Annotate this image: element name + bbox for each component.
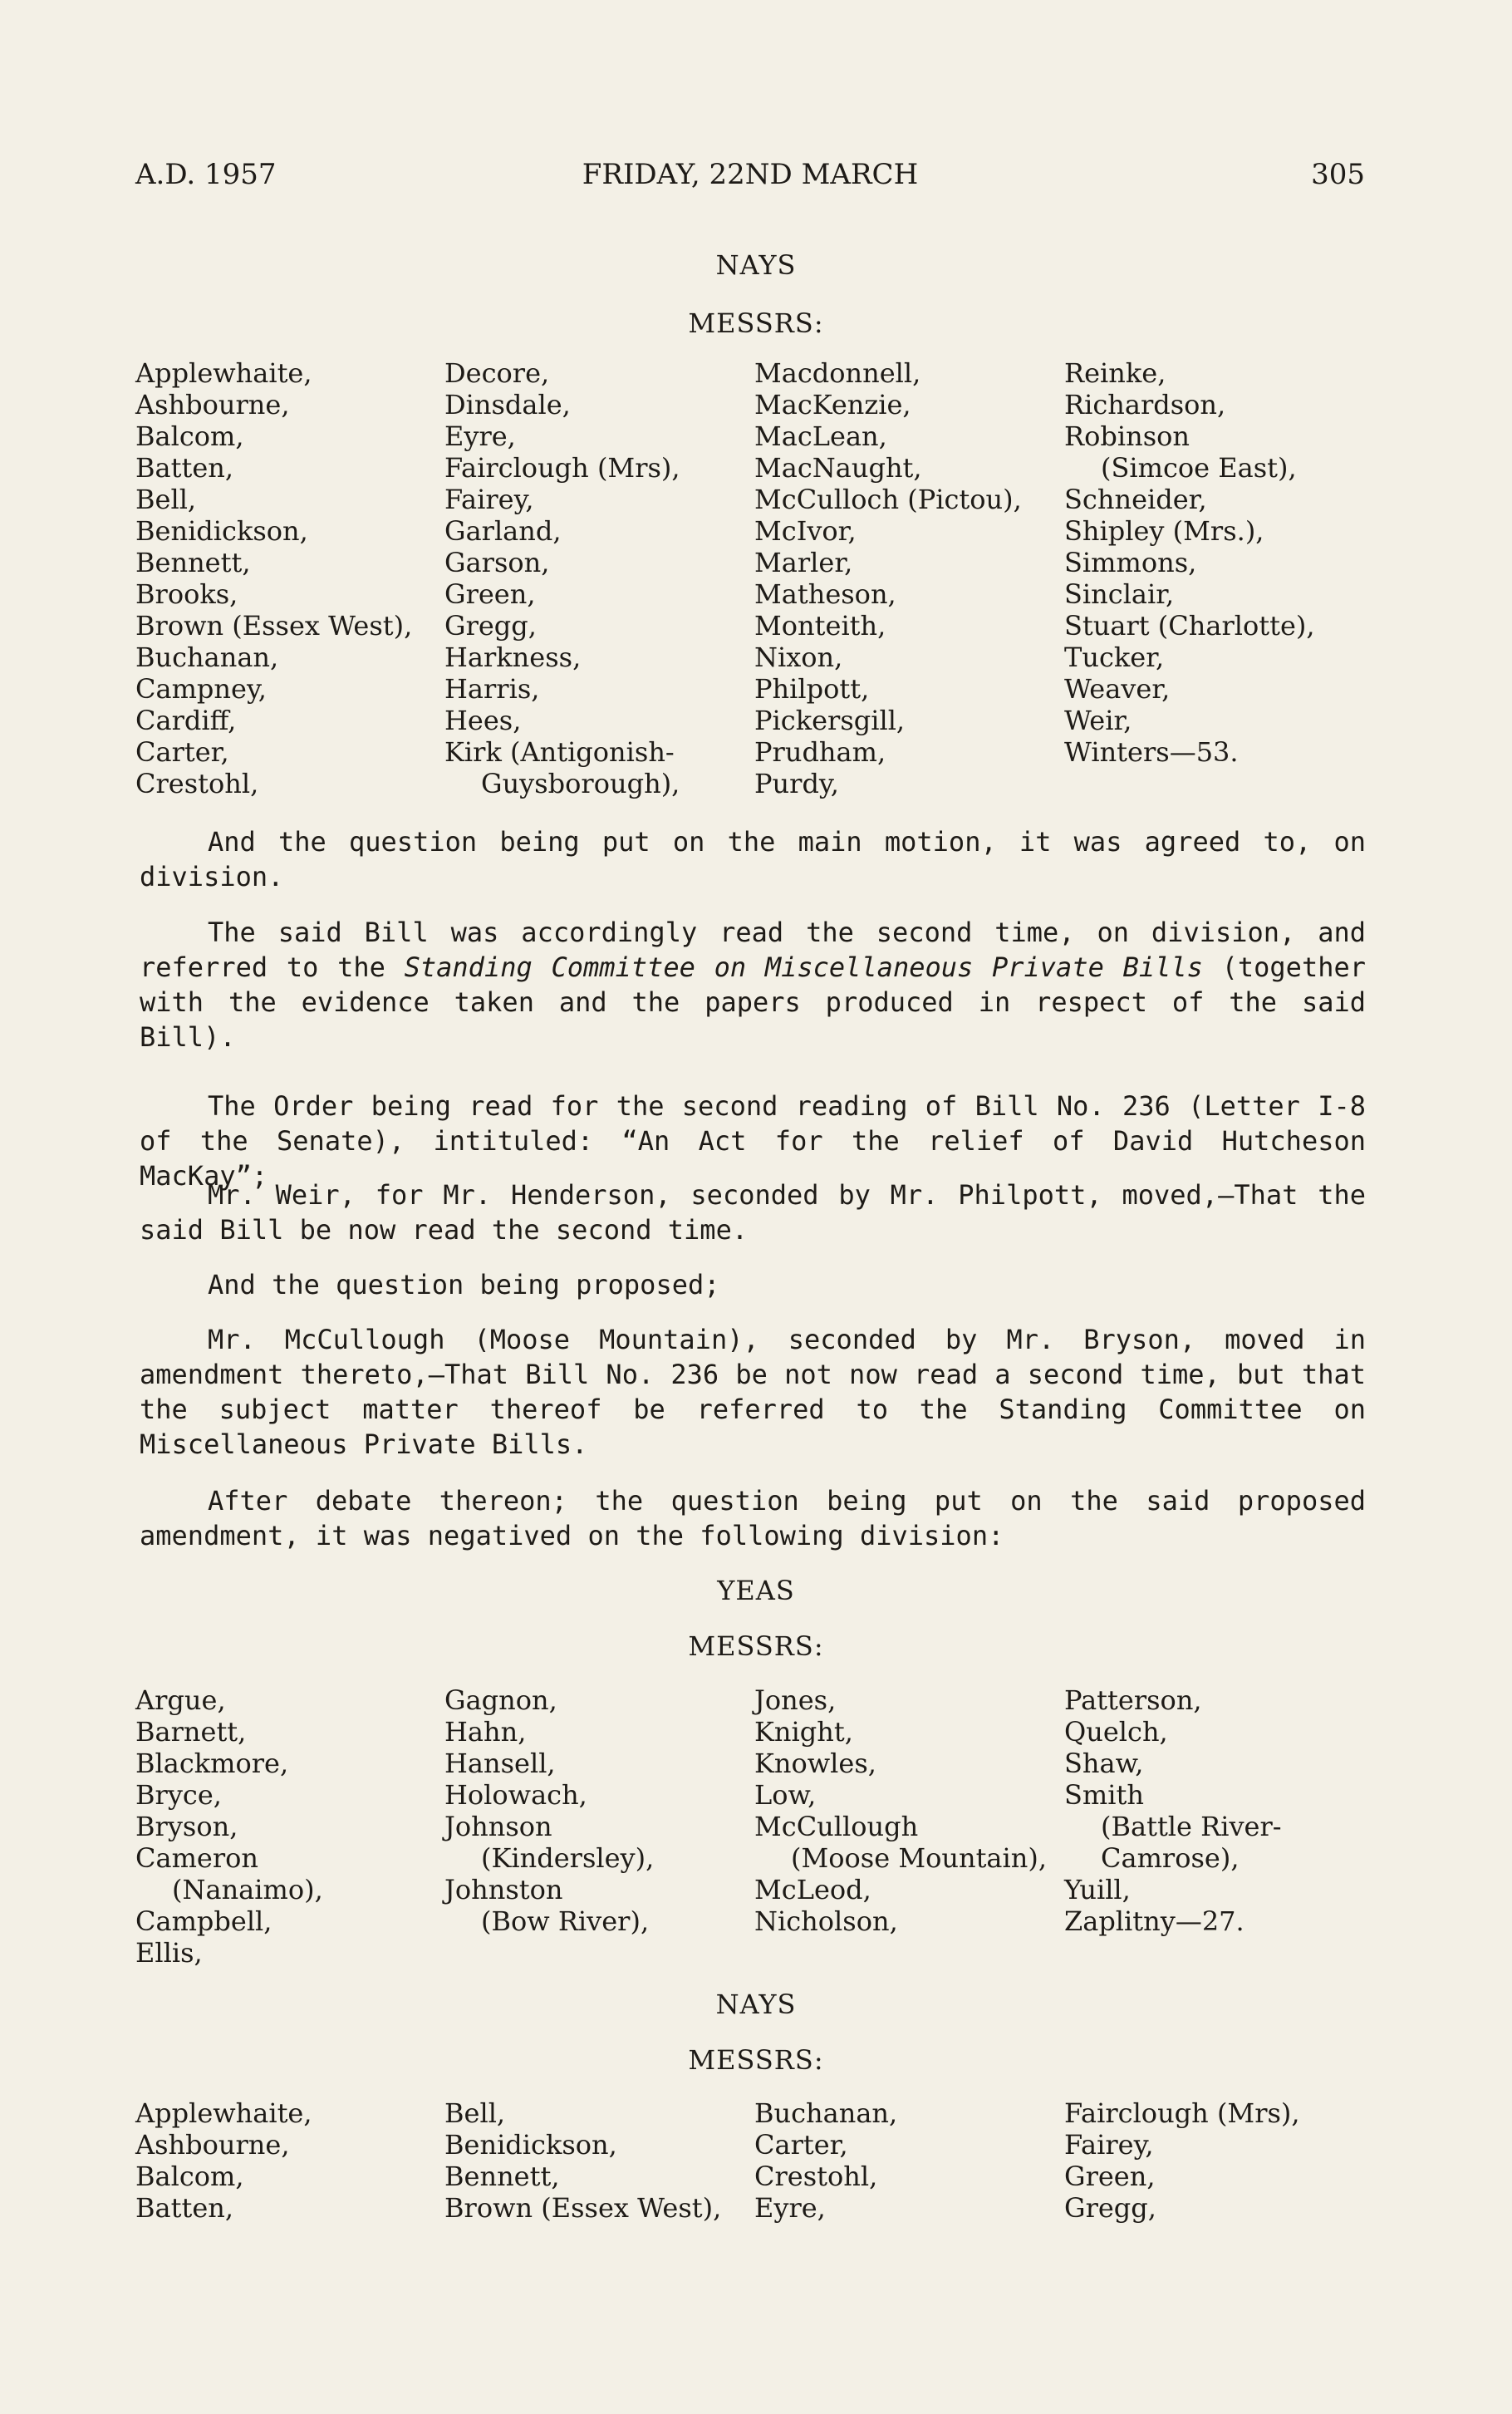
yeas-messrs: MESSRS: [688,1630,824,1662]
paragraph-text: And the question being put on the main motion, it was agreed to, on division. [140,826,1366,892]
member-name: Barnett, [135,1716,247,1748]
paragraph-weir-moved [140,1178,1366,1247]
name-column [754,357,1070,799]
member-name: Reinke, [1064,357,1166,389]
member-name: Zaplitny—27. [1064,1905,1244,1937]
member-name: McCulloch (Pictou), [754,484,1022,515]
member-name: Patterson, [1064,1684,1202,1716]
member-name: Robinson [1064,420,1190,452]
name-column [135,357,451,799]
committee-name: Standing Committee on Miscellaneous Private Bills [404,951,1203,983]
member-name: Applewhaite, [135,2097,312,2129]
member-name: Cameron [135,1842,259,1874]
member-name: Batten, [135,452,234,484]
member-name: MacNaught, [754,452,922,484]
member-name: Buchanan, [754,2097,898,2129]
paragraph-question-proposed [140,1267,1366,1302]
member-name: Benidickson, [135,515,308,547]
member-name: Matheson, [754,578,896,610]
member-name: Fairclough (Mrs), [444,452,680,484]
member-name: Quelch, [1064,1716,1168,1748]
member-name: Batten, [135,2192,234,2224]
member-name: Bennett, [444,2161,560,2192]
member-name: Bell, [444,2097,506,2129]
page-number: 305 [1311,158,1365,191]
member-name: Balcom, [135,420,244,452]
nays-heading: NAYS [715,249,797,281]
paragraph-bill-referred [140,915,1366,1055]
member-name: Blackmore, [135,1748,289,1779]
member-name: Carter, [135,736,229,768]
member-name: Harkness, [444,642,582,673]
member-name: Low, [754,1779,817,1811]
member-name: Richardson, [1064,389,1226,420]
member-name: Ellis, [135,1937,203,1969]
member-name: Bennett, [135,547,251,578]
member-name: Pickersgill, [754,705,906,736]
member-name: Crestohl, [754,2161,878,2192]
member-name: Eyre, [444,420,516,452]
member-name: Winters—53. [1064,736,1239,768]
paragraph-text: And the question being proposed; [208,1269,720,1300]
member-name: Nixon, [754,642,843,673]
member-name: Purdy, [754,768,839,799]
name-column [754,1684,1070,1937]
member-name: Eyre, [754,2192,826,2224]
member-name: MacLean, [754,420,887,452]
member-name: Harris, [444,673,540,705]
member-name: Ashbourne, [135,389,290,420]
member-name: Macdonnell, [754,357,921,389]
member-name: Bell, [135,484,197,515]
member-name: Bryson, [135,1811,238,1842]
member-name: Brown (Essex West), [135,610,413,642]
member-name: Schneider, [1064,484,1207,515]
member-name: Smith [1064,1779,1144,1811]
member-name: Weaver, [1064,673,1171,705]
header-year: A.D. 1957 [135,158,277,191]
member-name: Gagnon, [444,1684,557,1716]
member-name: MacKenzie, [754,389,911,420]
member-name: Sinclair, [1064,578,1175,610]
member-name: (Simcoe East), [1101,452,1297,484]
member-name: Knowles, [754,1748,876,1779]
member-name: Marler, [754,547,853,578]
member-name: Fairclough (Mrs), [1064,2097,1300,2129]
member-name: Monteith, [754,610,886,642]
member-name: McIvor, [754,515,857,547]
nays-messrs: MESSRS: [688,307,824,339]
name-column [1064,357,1380,768]
member-name: Prudham, [754,736,886,768]
member-name: Fairey, [1064,2129,1154,2161]
name-column [444,2097,760,2224]
member-name: Garland, [444,515,562,547]
member-name: (Kindersley), [481,1842,655,1874]
member-name: Brown (Essex West), [444,2192,722,2224]
paragraph-amendment [140,1322,1366,1462]
member-name: Shaw, [1064,1748,1144,1779]
member-name: McCullough [754,1811,919,1842]
name-column [1064,1684,1380,1937]
member-name: Ashbourne, [135,2129,290,2161]
paragraph-text: The Order being read for the second reading of Bill No. 236 (Letter I-8 of the Senate), intituled: “An Act for the relief of David Hutcheson MacKay”; [140,1090,1366,1192]
member-name: Johnston [444,1874,563,1905]
member-name: Hees, [444,705,522,736]
member-name: Jones, [754,1684,837,1716]
paragraph-main-motion [140,824,1366,894]
member-name: Nicholson, [754,1905,898,1937]
member-name: Holowach, [444,1779,587,1811]
member-name: Gregg, [444,610,537,642]
member-name: Carter, [754,2129,848,2161]
running-head [135,158,1365,199]
member-name: Dinsdale, [444,389,571,420]
paragraph-text: After debate thereon; the question being put on the said proposed amendment, it was negatived on the following division: [140,1485,1366,1551]
member-name: Green, [444,578,536,610]
member-name: McLeod, [754,1874,871,1905]
member-name: Camrose), [1101,1842,1240,1874]
paragraph-text: Mr. McCullough (Moose Mountain), seconded by Mr. Bryson, moved in amendment thereto,—That Bill No. 236 be not now read a second time, but that the subject matter thereof be referred to the Standing Committee on Miscellaneous Private Bills. [140,1324,1366,1460]
member-name: Bryce, [135,1779,222,1811]
member-name: Balcom, [135,2161,244,2192]
member-name: Argue, [135,1684,226,1716]
member-name: Buchanan, [135,642,279,673]
member-name: Hansell, [444,1748,556,1779]
member-name: Crestohl, [135,768,259,799]
member-name: Cardiff, [135,705,237,736]
member-name: Fairey, [444,484,534,515]
member-name: (Bow River), [481,1905,650,1937]
member-name: Yuill, [1064,1874,1131,1905]
nays-heading-2: NAYS [715,1989,797,2020]
paragraph-text: The said Bill was accordingly read the second time, on division, and referred to the [140,917,1366,983]
member-name: Garson, [444,547,550,578]
member-name: Stuart (Charlotte), [1064,610,1315,642]
member-name: Shipley (Mrs.), [1064,515,1264,547]
member-name: Kirk (Antigonish- [444,736,675,768]
member-name: Simmons, [1064,547,1197,578]
member-name: Knight, [754,1716,853,1748]
member-name: Guysborough), [481,768,680,799]
member-name: Campbell, [135,1905,272,1937]
member-name: Philpott, [754,673,870,705]
name-column [444,357,760,799]
member-name: Brooks, [135,578,238,610]
member-name: Weir, [1064,705,1132,736]
header-date: FRIDAY, 22ND MARCH [582,158,919,191]
nays-messrs-2: MESSRS: [688,2044,824,2076]
member-name: Decore, [444,357,550,389]
member-name: Green, [1064,2161,1156,2192]
member-name: Campney, [135,673,267,705]
member-name: Applewhaite, [135,357,312,389]
member-name: Tucker, [1064,642,1165,673]
member-name: (Battle River- [1101,1811,1282,1842]
paragraph-debate [140,1483,1366,1553]
name-column [754,2097,1070,2224]
member-name: Gregg, [1064,2192,1156,2224]
paragraph-text: (together with the evidence taken and the papers produced in respect of the said Bill). [140,951,1366,1053]
member-name: (Nanaimo), [172,1874,323,1905]
member-name: (Moose Mountain), [791,1842,1047,1874]
name-column [135,2097,451,2224]
member-name: Hahn, [444,1716,527,1748]
name-column [444,1684,760,1937]
yeas-heading: YEAS [717,1575,795,1606]
name-column [1064,2097,1380,2224]
name-column [135,1684,451,1969]
member-name: Johnson [444,1811,552,1842]
paragraph-text: Mr. Weir, for Mr. Henderson, seconded by Mr. Philpott, moved,—That the said Bill be now read the second time. [140,1179,1366,1246]
member-name: Benidickson, [444,2129,617,2161]
